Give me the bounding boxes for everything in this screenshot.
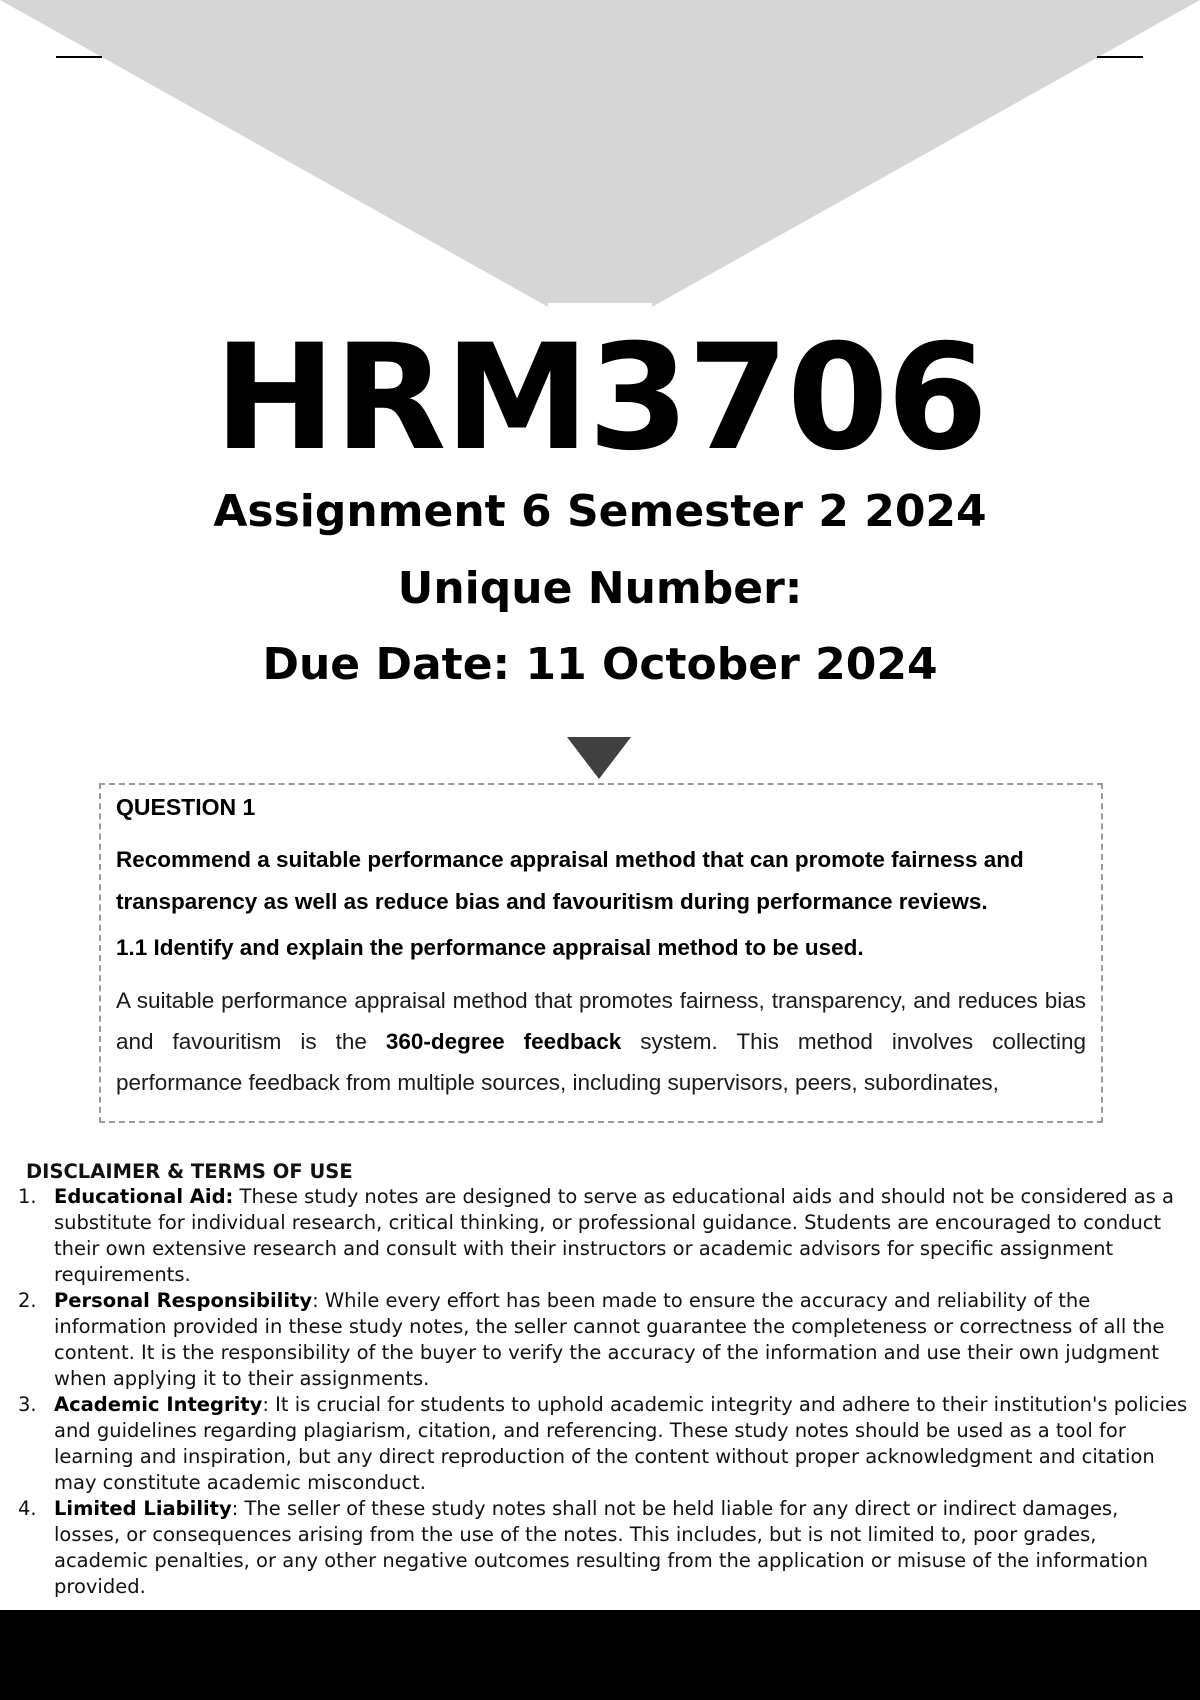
corner-line-left: [56, 56, 102, 58]
disclaimer-item-term: Academic Integrity: [54, 1393, 263, 1416]
sub-question: 1.1 Identify and explain the performance appraisal method to be used.: [116, 935, 864, 960]
disclaimer-item-number: 2.: [18, 1289, 37, 1312]
answer-key-term: 360-degree feedback: [385, 1029, 622, 1054]
disclaimer-item: [14, 1184, 1189, 1288]
disclaimer-item-number: 4.: [18, 1497, 37, 1520]
disclaimer-item-number: 3.: [18, 1393, 37, 1416]
question-heading: QUESTION 1: [116, 794, 256, 820]
disclaimer-list: [14, 1184, 1189, 1600]
unique-number: Unique Number:: [397, 563, 803, 614]
corner-line-right: [1097, 56, 1143, 58]
disclaimer-item-term: Limited Liability: [54, 1497, 232, 1520]
disclaimer-title: DISCLAIMER & TERMS OF USE: [26, 1160, 353, 1183]
answer-paragraph: [116, 980, 1086, 1103]
disclaimer-item-text: : The seller of these study notes shall not be held liable for any direct or indirect damages, losses, or consequences arising from the use of the notes. This includes, but is not limited to, poor grades, academic penalties, or any other negative outcomes resulting from the application or misuse of the information provided.: [54, 1497, 1149, 1598]
question-prompt: Recommend a suitable performance appraisal method that can promote fairness and transparency as well as reduce bias and favouritism during performance reviews.: [116, 847, 1024, 914]
disclaimer-item: [14, 1288, 1189, 1392]
disclaimer-item-term: Personal Responsibility: [54, 1289, 313, 1312]
disclaimer-item: [14, 1496, 1189, 1600]
assignment-title: Assignment 6 Semester 2 2024: [213, 486, 987, 537]
course-code: HRM3706: [213, 313, 987, 483]
answer-text-start: A suitable performance appraisal method that promotes fairness, transparency, and reduces bias and favouritism is the: [116, 988, 1086, 1054]
due-date: Due Date: 11 October 2024: [262, 639, 938, 690]
disclaimer-item: [14, 1392, 1189, 1496]
cover-banner-chevron: [0, 0, 1200, 340]
disclaimer-section: [14, 1160, 1189, 1600]
down-arrow-icon: [567, 737, 631, 779]
disclaimer-item-text: These study notes are designed to serve as educational aids and should not be considered as a substitute for individual research, critical thinking, or professional guidance. Students are encouraged to conduct their own extensive research and consult with their instructors or academic advisors for specific assignment requirements.: [54, 1185, 1174, 1286]
disclaimer-item-text: : While every effort has been made to ensure the accuracy and reliability of the information provided in these study notes, the seller cannot guarantee the completeness or correctness of all the content. It is the responsibility of the buyer to verify the accuracy of the information and use their own judgment when applying it to their assignments.: [54, 1289, 1165, 1390]
question-preview-box: [99, 783, 1103, 1123]
answer-text-end: system. This method involves collecting performance feedback from multiple sources, including supervisors, peers, subordinates,: [116, 1029, 1086, 1095]
footer-bar: [0, 1610, 1200, 1700]
disclaimer-item-term: Educational Aid:: [54, 1185, 234, 1208]
disclaimer-item-number: 1.: [18, 1185, 37, 1208]
disclaimer-item-text: : It is crucial for students to uphold academic integrity and adhere to their institution's policies and guidelines regarding plagiarism, citation, and referencing. These study notes should be used as a tool for learning and inspiration, but any direct reproduction of the content without proper acknowledgment and citation may constitute academic misconduct.: [54, 1393, 1188, 1494]
